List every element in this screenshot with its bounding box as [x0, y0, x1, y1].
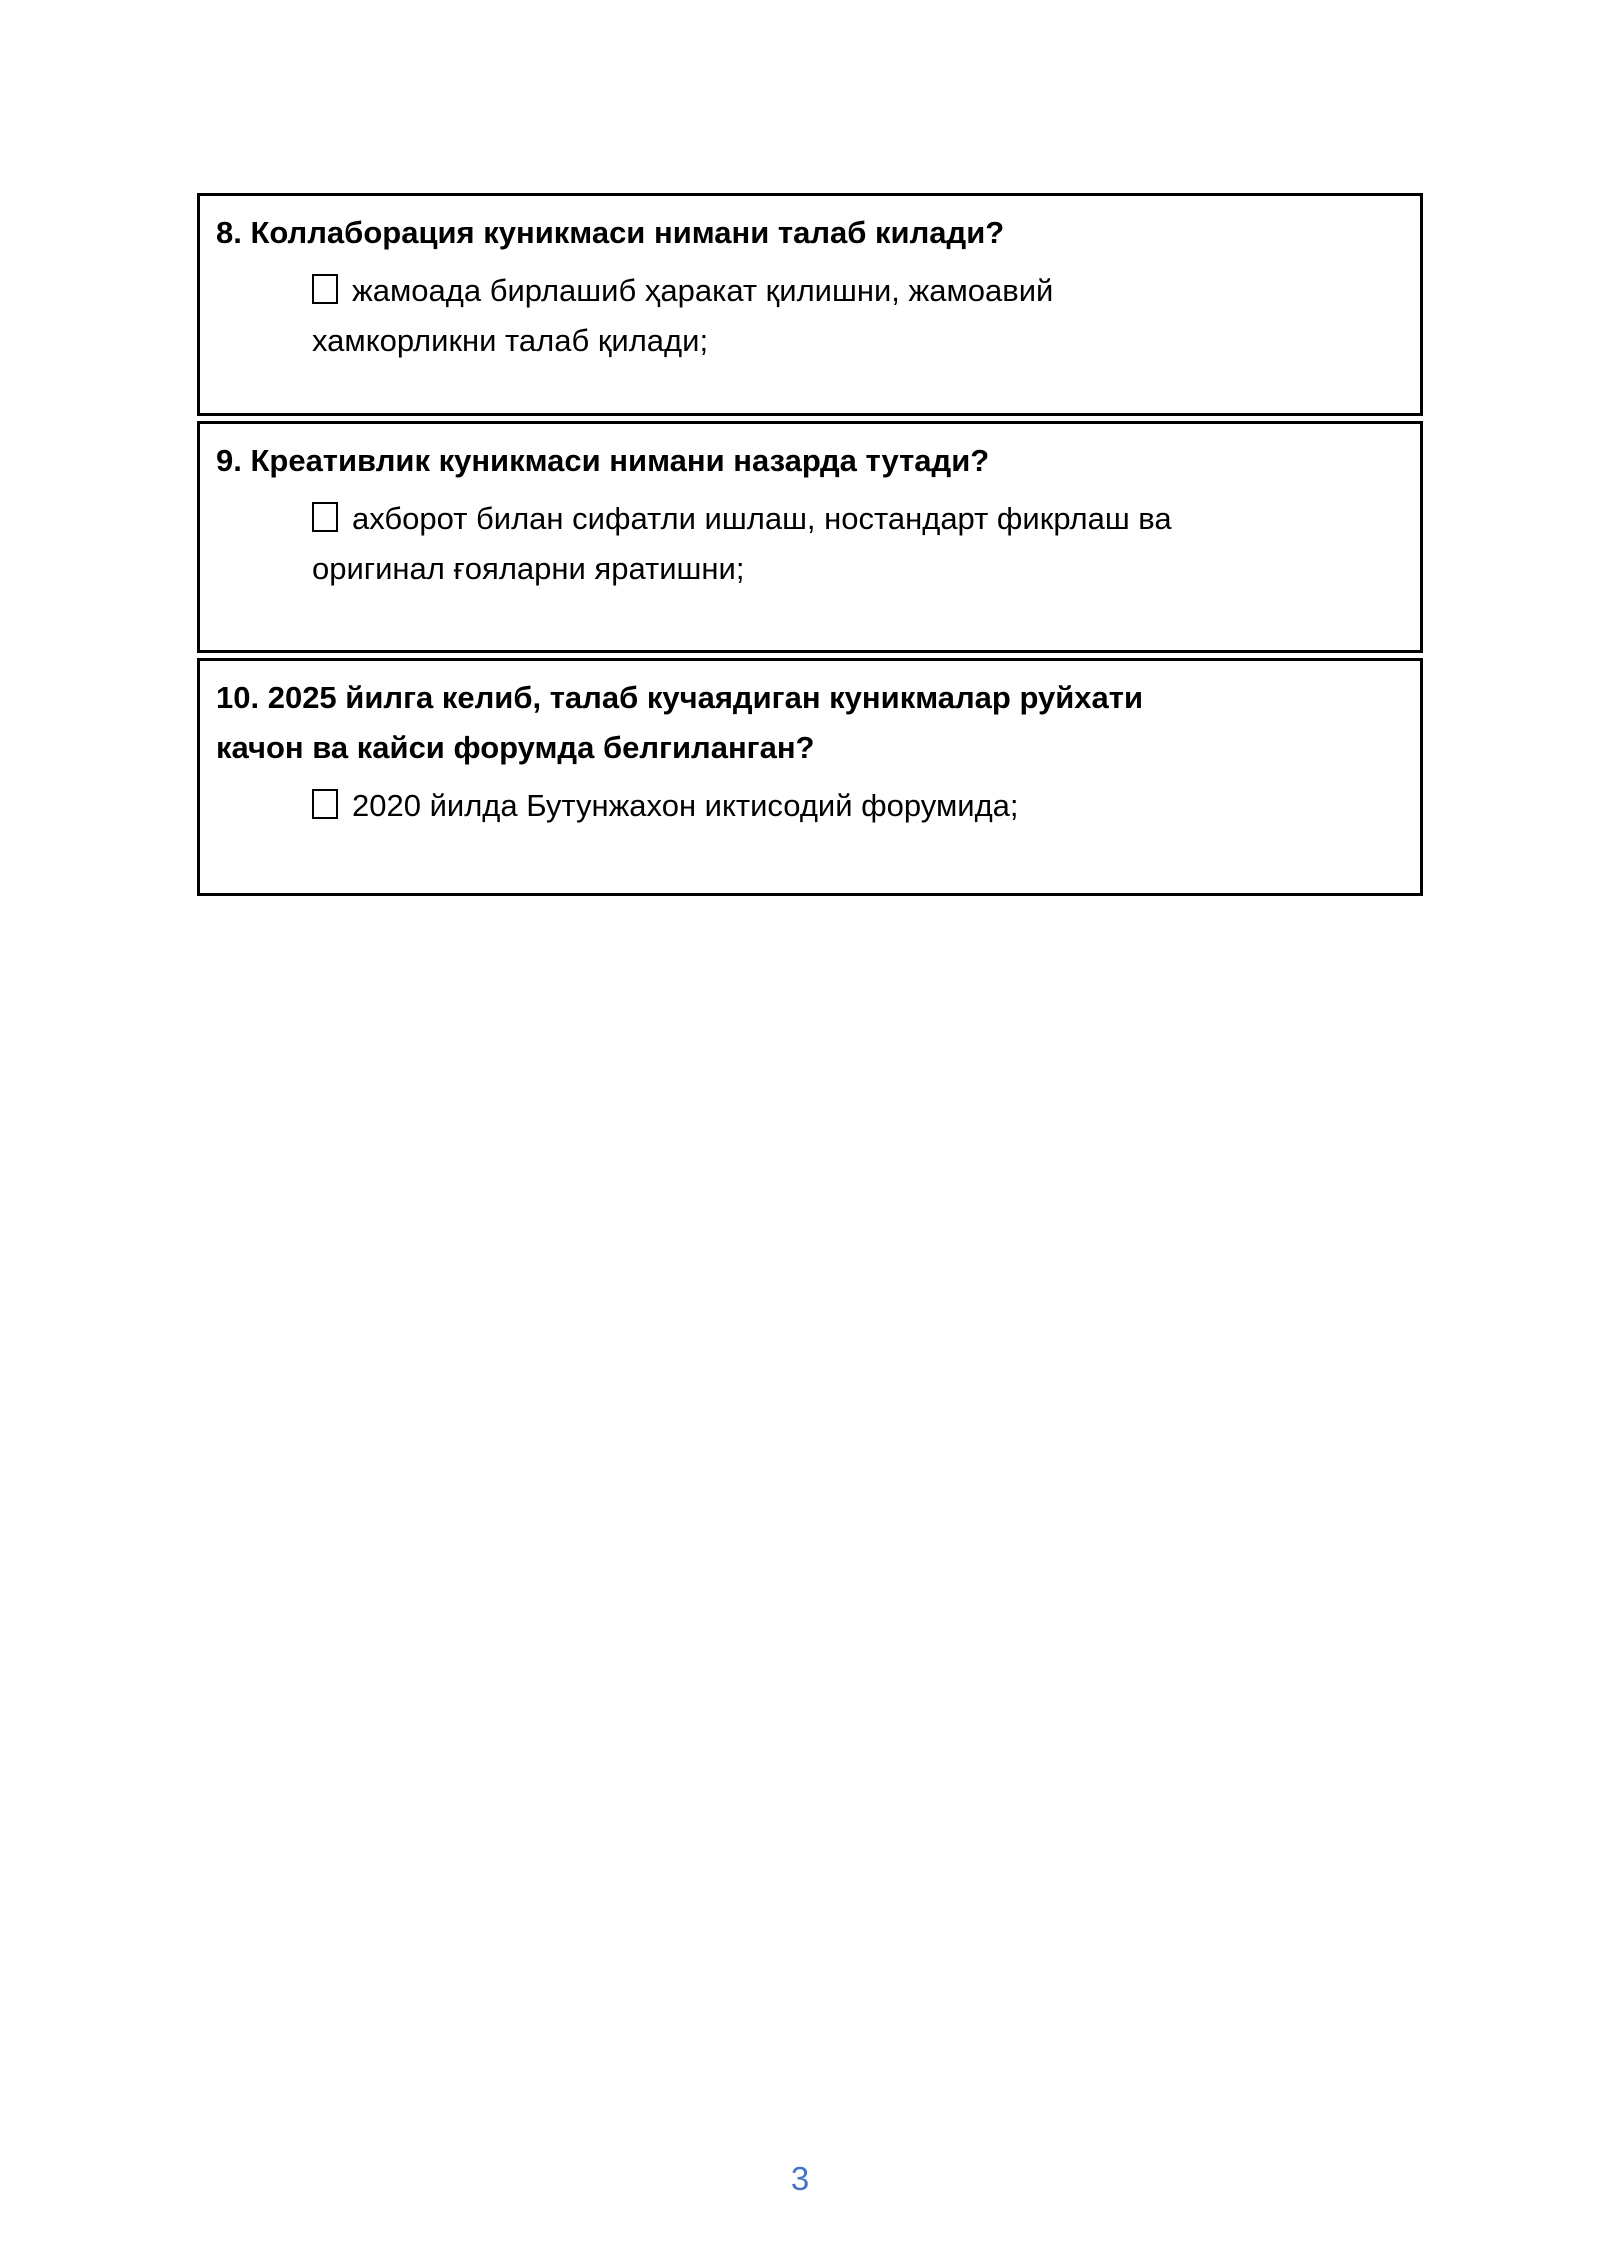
- checkbox-icon[interactable]: [312, 274, 338, 304]
- checkbox-icon[interactable]: [312, 789, 338, 819]
- answer-text: ахборот билан сифатли ишлаш, ностандарт фикрлаш ва: [352, 501, 1172, 536]
- page-number: 3: [790, 2160, 810, 2197]
- question-8-box: [197, 193, 1423, 416]
- question-9-answer: [312, 494, 1400, 594]
- answer-option: [312, 494, 1400, 544]
- question-8-title: 8. Коллаборация куникмаси нимани талаб килади?: [216, 215, 1005, 250]
- question-9-box: [197, 421, 1423, 653]
- question-8-answer: [312, 266, 1400, 366]
- checkbox-icon[interactable]: [312, 502, 338, 532]
- answer-text-continued: оригинал ғояларни яратишни;: [312, 551, 745, 586]
- answer-option: [312, 781, 1400, 831]
- answer-option: [312, 266, 1400, 316]
- question-10-answer: [312, 781, 1400, 831]
- answer-text: 2020 йилда Бутунжахон иктисодий форумида;: [352, 788, 1019, 823]
- question-10-title: 10. 2025 йилга келиб, талаб кучаядиган куникмалар руйхати: [216, 680, 1144, 715]
- questions-list: [197, 193, 1423, 901]
- question-10-title-continued: качон ва кайси форумда белгиланган?: [216, 730, 815, 765]
- answer-text: жамоада бирлашиб ҳаракат қилишни, жамоавий: [352, 273, 1054, 308]
- question-9-title: 9. Креативлик куникмаси нимани назарда тутади?: [216, 443, 990, 478]
- answer-text-continued: хамкорликни талаб қилади;: [312, 323, 709, 358]
- question-10-box: [197, 658, 1423, 896]
